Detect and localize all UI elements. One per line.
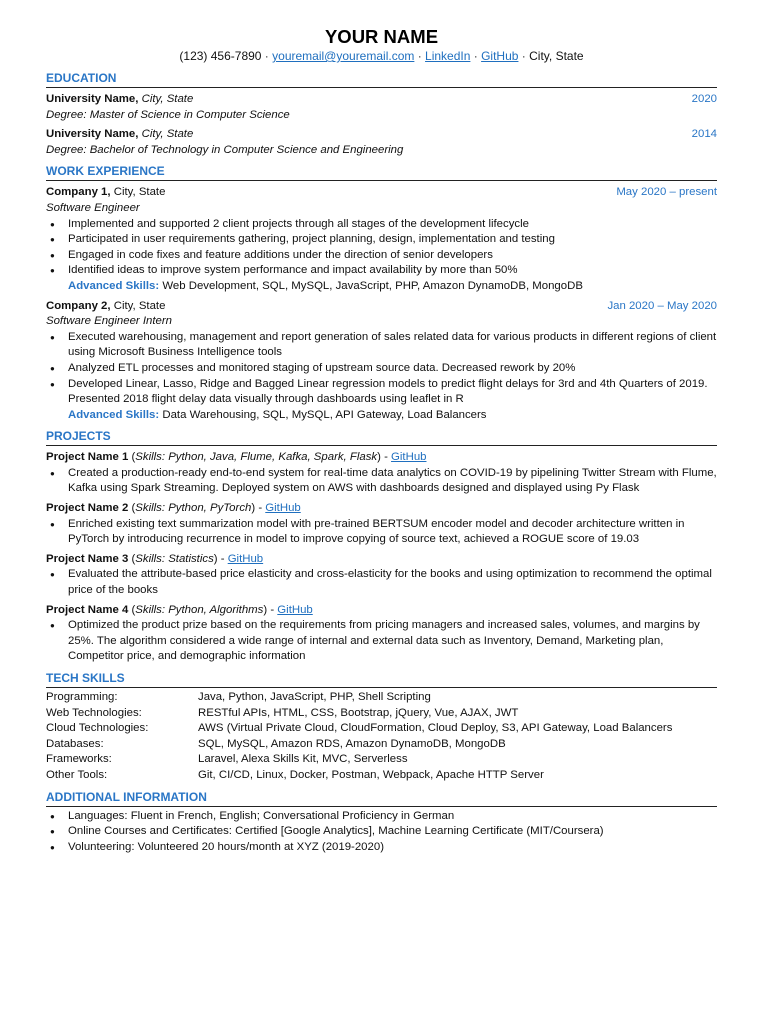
project-name: Project Name 2 [46,502,129,515]
skill-value: AWS (Virtual Private Cloud, CloudFormation, Cloud Deploy, S3, API Gateway, Load Balancers [198,722,673,735]
job-entry [46,185,717,294]
company-name: Company 2, [46,299,111,312]
advanced-skills [46,408,717,424]
list-item: ● Implemented and supported 2 client projects through all stages of the development lifecycle [68,217,717,233]
company-location: City, State [113,186,166,199]
project-github-link[interactable]: GitHub [391,451,427,464]
project-skills: Skills: Python, Java, Flume, Kafka, Spark, Flask [135,451,378,464]
education-entry [46,127,717,158]
school-location: City, State [141,128,194,141]
project-skills: Skills: Statistics [135,552,214,565]
degree: Degree: Bachelor of Technology in Computer Science and Engineering [46,143,404,156]
additional-bullets [46,809,717,856]
job-dates: Jan 2020 – May 2020 [607,299,717,312]
education-entry [46,92,717,123]
project-skills: Skills: Python, PyTorch [135,502,252,515]
school-name: University Name, [46,128,139,141]
degree: Degree: Master of Science in Computer Science [46,108,290,121]
separator: · [518,49,530,63]
list-item: ● Developed Linear, Lasso, Ridge and Bagged Linear regression models to predict flight delays for 3rd and 4th Quarters of 2019. Presented 2018 flight delay data visually through dashboards using leaflet in R [68,377,717,408]
list-item: ● Optimized the product prize based on the requirements from pricing managers and increased sales, volumes, and margins by 25%. The algorithm considered a wide range of internal and external data such as Inventory, Demand, Marketing plan, Competitor price, and demographic information [68,618,717,665]
location: City, State [529,49,584,63]
separator: · [414,49,426,63]
job-role: Software Engineer Intern [46,315,173,328]
list-item: ● Identified ideas to improve system performance and impact availability by more than 50% [68,263,717,279]
project-name: Project Name 4 [46,603,129,616]
skill-value: Java, Python, JavaScript, PHP, Shell Scripting [198,691,431,703]
advanced-skills [46,279,717,295]
company-name: Company 1, [46,186,111,199]
school-location: City, State [141,93,194,105]
github-link[interactable]: GitHub [481,49,519,63]
skill-label: Cloud Technologies: [46,722,149,735]
list-item: ● Enriched existing text summarization model with pre-trained BERTSUM encoder model and decoder architecture written in PyTorch by introducing recurrence in model to improve copying of source text, achieved a ROGUE score of 19.03 [68,517,717,548]
project-github-link[interactable]: GitHub [277,603,313,616]
skill-label: Web Technologies: [46,706,142,719]
skill-value: RESTful APIs, HTML, CSS, Bootstrap, jQuery, Vue, AJAX, JWT [198,706,519,719]
section-title-education: EDUCATION [46,70,717,88]
list-item: ● Analyzed ETL processes and monitored staging of upstream source data. Decreased rework by 20% [68,361,717,377]
project-skills: Skills: Python, Algorithms [135,603,264,616]
project-github-link[interactable]: GitHub [265,502,301,515]
school-name: University Name, [46,93,139,105]
list-item: ● Evaluated the attribute-based price elasticity and cross-elasticity for the books and using optimization to recommend the optimal price of the books [68,567,717,598]
list-item: ● Volunteering: Volunteered 20 hours/month at XYZ (2019-2020) [68,840,717,856]
skill-value: Laravel, Alexa Skills Kit, MVC, Serverless [198,753,408,766]
project-name: Project Name 3 [46,552,129,565]
section-title-work: WORK EXPERIENCE [46,163,717,181]
project-entry: Project Name 4 (Skills: Python, Algorithms) - GitHub ● Optimized the product prize based on the requirements from pricing managers and increased sales, volumes, and margins by 25%. The algorithm considered a wide range of internal and external data such as Inventory, Demand, Marketing plan, Competitor price, and demographic information [46,603,717,665]
list-item: ● Participated in user requirements gathering, project planning, design, implementation and testing [68,232,717,248]
job-role: Software Engineer [46,201,140,214]
job-bullets [46,330,717,408]
list-item: ● Online Courses and Certificates: Certified [Google Analytics], Machine Learning Certificate (MIT/Coursera) [68,824,717,840]
advanced-skills-label: Advanced Skills: [68,408,160,421]
separator: · [261,49,273,63]
skill-label: Databases: [46,737,104,750]
project-entry: Project Name 3 (Skills: Statistics) - GitHub ● Evaluated the attribute-based price elasticity and cross-elasticity for the books and using optimization to recommend the optimal price of the books [46,552,717,599]
graduation-year: 2014 [691,128,717,141]
list-item: ● Executed warehousing, management and report generation of sales related data for various products in different regions of client using Microsoft Business Intelligence tools [68,330,717,361]
job-entry [46,299,717,424]
skill-label: Frameworks: [46,753,112,766]
separator: · [470,49,482,63]
graduation-year: 2020 [691,93,717,105]
section-title-additional: ADDITIONAL INFORMATION [46,789,717,807]
section-title-projects: PROJECTS [46,428,717,446]
list-item: ● Created a production-ready end-to-end system for real-time data analytics on COVID-19 by pipelining Twitter Stream with Flume, Kafka using Spark Streaming. Deployed system on AWS with dashboards designed and displayed using Py Flask [68,466,717,497]
advanced-skills-label: Advanced Skills: [68,279,160,292]
project-entry: Project Name 1 (Skills: Python, Java, Flume, Kafka, Spark, Flask) - GitHub ● Created a production-ready end-to-end system for real-time data analytics on COVID-19 by pipelining Twitter Stream with Flume, Kafka using Spark Streaming. Deployed system on AWS with dashboards designed and displayed using Py Flask [46,450,717,497]
section-title-tech-skills: TECH SKILLS [46,670,717,688]
advanced-skills-value: Web Development, SQL, MySQL, JavaScript, PHP, Amazon DynamoDB, MongoDB [162,279,583,292]
company-location: City, State [113,299,166,312]
phone: (123) 456-7890 [179,49,262,63]
skill-label: Other Tools: [46,768,108,781]
skill-value: SQL, MySQL, Amazon RDS, Amazon DynamoDB, MongoDB [198,737,506,750]
skill-label: Programming: [46,691,118,703]
candidate-name: YOUR NAME [324,26,439,47]
job-dates: May 2020 – present [616,186,717,199]
advanced-skills-value: Data Warehousing, SQL, MySQL, API Gateway, Load Balancers [162,408,487,421]
linkedin-link[interactable]: LinkedIn [425,49,471,63]
project-github-link[interactable]: GitHub [227,552,264,565]
list-item: ● Languages: Fluent in French, English; Conversational Proficiency in German [68,809,717,825]
project-entry: Project Name 2 (Skills: Python, PyTorch) - GitHub ● Enriched existing text summarization model with pre-trained BERTSUM encoder model and decoder architecture written in PyTorch by introducing recurrence in model to improve copying of source text, achieved a ROGUE score of 19.03 [46,501,717,548]
skill-value: Git, CI/CD, Linux, Docker, Postman, Webpack, Apache HTTP Server [198,768,544,781]
list-item: ● Engaged in code fixes and feature additions under the direction of senior developers [68,248,717,264]
job-bullets [46,217,717,279]
project-name: Project Name 1 [46,451,129,464]
email-link[interactable]: youremail@youremail.com [272,49,415,63]
tech-skills-table [46,690,717,784]
contact-line [46,48,717,65]
